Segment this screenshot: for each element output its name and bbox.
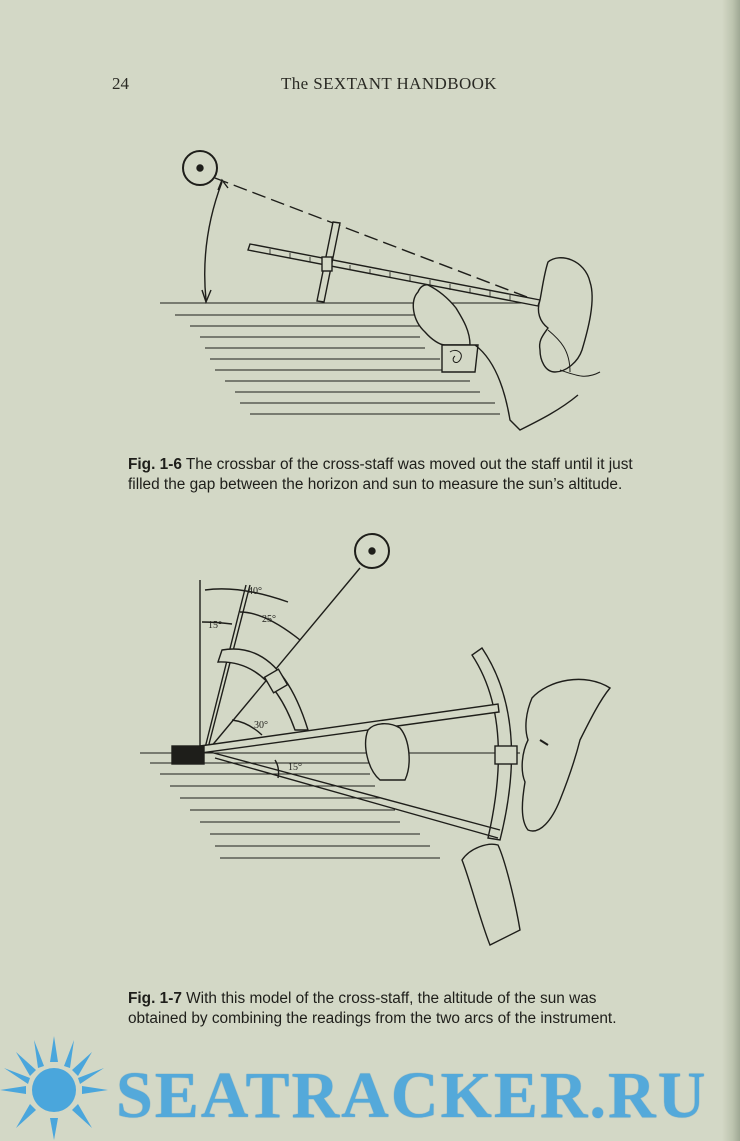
figure-label: Fig. 1-6: [128, 456, 182, 473]
angle-label-25: 25°: [262, 614, 276, 625]
figure-label: Fig. 1-7: [128, 990, 182, 1007]
sun-icon: [0, 1032, 112, 1141]
watermark-text: SEATRACKER.RU: [116, 1059, 708, 1132]
caption-text: With this model of the cross-staff, the altitude of the sun was obtained by combining the readings from the two arcs of the instrument.: [128, 990, 617, 1027]
figure-1-7-caption: [128, 989, 648, 1028]
angle-label-15-lower: 15°: [288, 762, 302, 773]
running-title: The SEXTANT HANDBOOK: [281, 74, 497, 93]
angle-label-30: 30°: [254, 720, 268, 731]
watermark: [0, 1032, 740, 1141]
page-number: 24: [112, 74, 129, 93]
sun-symbol: [355, 534, 389, 568]
cross-staff-arcs: [172, 648, 517, 840]
angle-label-15-upper: 15°: [208, 620, 222, 631]
caption-text: The crossbar of the cross-staff was moved out the staff until it just filled the gap between the horizon and sun to measure the sun’s altitude.: [128, 456, 633, 493]
angle-label-40: 40°: [248, 586, 262, 597]
